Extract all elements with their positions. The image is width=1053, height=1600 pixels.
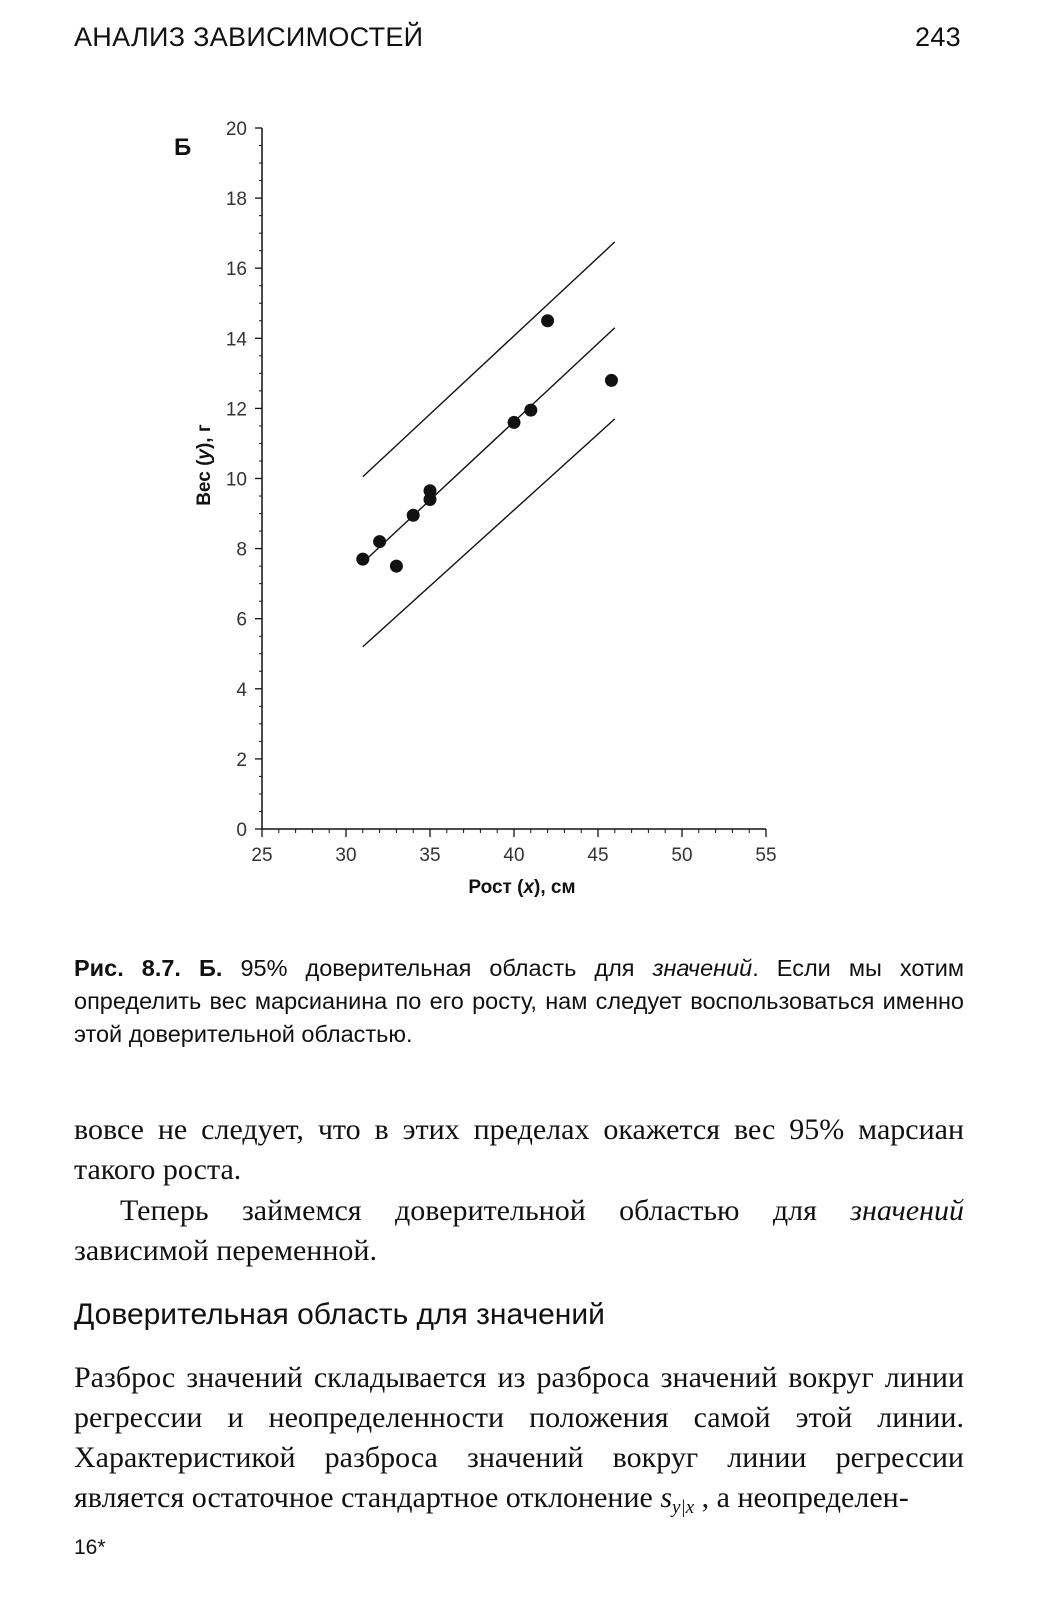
y-axis-label [194,424,215,506]
symbol-s: s [660,1481,673,1514]
data-point [373,535,386,548]
x-tick-label: 45 [587,845,609,866]
y-tick-label: 10 [225,469,247,491]
symbol-subscript: y|x [672,1497,695,1518]
data-point [605,374,618,387]
y-tick-label: 6 [236,609,247,631]
confidence-bands [363,242,615,647]
paragraph-2-text-1: Теперь займемся доверительной областью для [120,1194,851,1227]
paragraph-2-italic: значений [850,1194,964,1227]
x-tick-label: 25 [251,845,273,866]
caption-text-2: . Если мы хотим определить вес марсианина по его росту, нам следует воспользоваться именно этой доверительной областью. [74,955,964,1047]
data-point [541,314,554,327]
x-label-var: x [523,877,535,898]
upper-confidence-line [363,242,615,477]
y-tick-label: 16 [225,259,247,281]
x-label-prefix: Рост ( [468,877,524,898]
chart-axes [226,119,777,866]
y-tick-label: 8 [236,539,247,561]
data-point [508,416,521,429]
y-tick-label: 20 [225,119,247,140]
running-title: АНАЛИЗ ЗАВИСИМОСТЕЙ [74,22,424,52]
y-label-suffix: ), г [194,424,215,450]
paragraph-1: вовсе не следует, что в этих пределах окажется вес 95% марсиан такого роста. [74,1113,964,1186]
paragraph-3 [74,1358,964,1528]
y-label-prefix: Вес ( [194,459,215,506]
lower-confidence-line [363,419,615,647]
data-point [524,404,537,417]
section-title: Доверительная область для значений [74,1298,605,1331]
data-point [424,484,437,497]
caption-italic: значений [652,955,753,981]
data-point [407,509,420,522]
data-point [356,553,369,566]
paragraph-2-text-2: зависимой переменной. [74,1234,377,1267]
y-label-var: y [194,449,215,460]
figure-caption [74,952,964,1051]
x-label-suffix: ), см [534,877,576,898]
x-tick-label: 40 [503,845,525,866]
panel-label: Б [174,134,192,161]
y-tick-label: 2 [236,749,247,771]
data-point [390,560,403,573]
y-tick-label: 12 [225,399,247,421]
paragraph-2 [74,1191,964,1271]
x-axis-label [468,877,575,898]
caption-text-1: 95% доверительная область для [222,955,653,981]
y-tick-label: 18 [225,189,247,211]
y-tick-label: 4 [236,679,247,701]
x-tick-label: 30 [335,845,357,866]
regression-line [363,328,615,563]
y-tick-label: 14 [225,329,247,351]
paragraph-3-text-1: Разброс значений складывается из разброса значений вокруг линии регрессии и неопределенности положения самой этой линии. Характеристикой разброса значений вокруг линии регрессии является остаточное стандартное отклонение [74,1361,964,1514]
signature-mark: 16* [74,1536,106,1559]
x-tick-label: 55 [755,845,777,866]
chart-labels [174,134,576,898]
y-tick-label: 0 [236,820,247,841]
caption-label: Рис. 8.7. Б. [74,955,223,981]
page-number: 243 [915,22,961,52]
x-tick-label: 35 [419,845,441,866]
x-tick-label: 50 [671,845,693,866]
paragraph-3-text-2: , а неопределен- [694,1481,909,1514]
